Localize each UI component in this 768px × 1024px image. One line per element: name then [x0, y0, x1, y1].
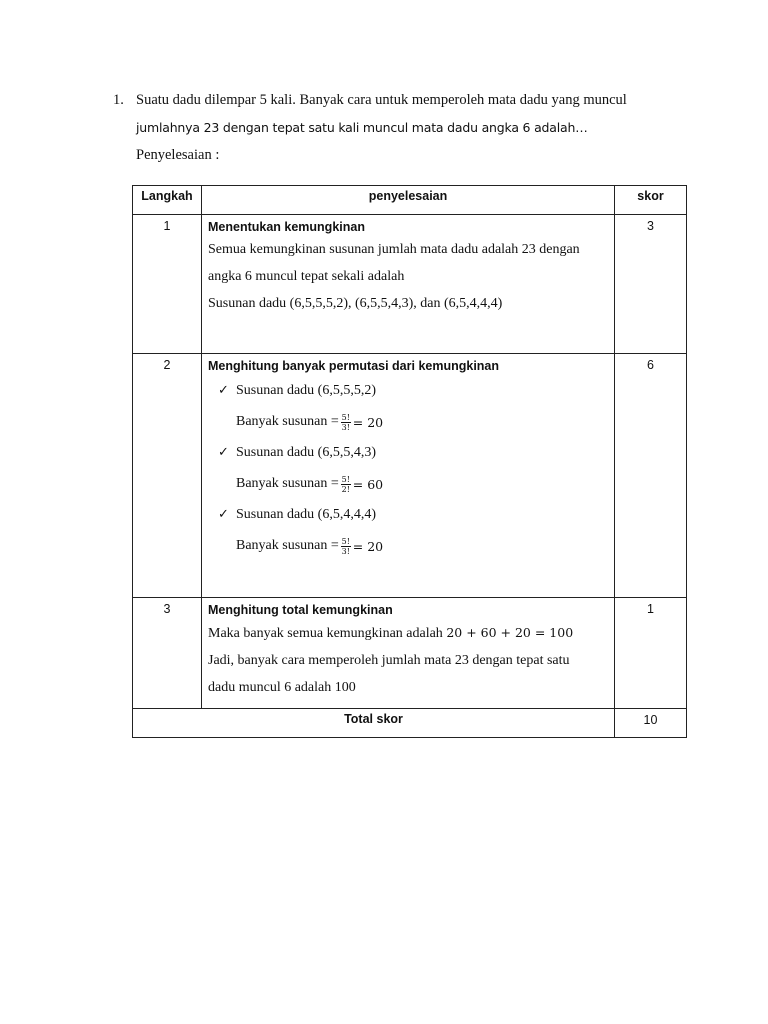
score-cell: 6: [615, 354, 687, 598]
step-title: Menghitung banyak permutasi dari kemungkinan: [208, 359, 500, 373]
count-result: = 20: [352, 538, 384, 554]
list-item: [208, 379, 608, 403]
arrangement-count: [208, 465, 608, 503]
list-item: [208, 503, 608, 527]
checkmark-icon: ✓: [218, 445, 229, 460]
question-text-line-1: Suatu dadu dilempar 5 kali. Banyak cara untuk memperoleh mata dadu yang muncul: [136, 92, 627, 108]
arrangement-text: Susunan dadu (6,5,5,4,3): [236, 445, 376, 460]
fraction-numerator: 5!: [341, 536, 350, 546]
question-text-line-2: jumlahnya 23 dengan tepat satu kali muncul mata dadu angka 6 adalah…: [136, 120, 588, 135]
solution-cell: [202, 215, 615, 354]
fraction-numerator: 5!: [341, 474, 350, 484]
solution-line: Jadi, banyak cara memperoleh jumlah mata 23 dengan tepat satu: [208, 653, 570, 668]
arrangement-count: [208, 527, 608, 565]
step-title: Menghitung total kemungkinan: [208, 603, 393, 617]
solution-line: angka 6 muncul tepat sekali adalah: [208, 269, 405, 284]
checkmark-icon: ✓: [218, 507, 229, 522]
arrangement-text: Susunan dadu (6,5,4,4,4): [236, 507, 376, 522]
solution-cell: [202, 598, 615, 709]
step-title: Menentukan kemungkinan: [208, 220, 365, 234]
step-cell: 1: [133, 215, 202, 354]
fraction: [341, 413, 351, 432]
solution-line: Semua kemungkinan susunan jumlah mata dadu adalah 23 dengan: [208, 242, 580, 257]
arrangement-text: Susunan dadu (6,5,5,5,2): [236, 383, 376, 398]
checkmark-icon: ✓: [218, 383, 229, 398]
fraction: [341, 475, 351, 494]
scoring-table: [132, 185, 687, 738]
question-number: 1.: [113, 92, 124, 108]
total-label: Total skor: [133, 709, 615, 738]
solution-label: Penyelesaian :: [136, 147, 220, 163]
solution-line: dadu muncul 6 adalah 100: [208, 680, 356, 695]
fraction-denominator: 3!: [341, 422, 350, 432]
total-equation: 20 + 60 + 20 = 100: [446, 625, 574, 640]
solution-cell: [202, 354, 615, 598]
list-item: [208, 441, 608, 465]
solution-line: [208, 619, 608, 647]
header-step: Langkah: [133, 186, 202, 215]
count-label: Banyak susunan =: [236, 538, 339, 553]
header-score: skor: [615, 186, 687, 215]
table-row: [133, 215, 687, 354]
score-cell: 1: [615, 598, 687, 709]
count-label: Banyak susunan =: [236, 414, 339, 429]
header-solution: penyelesaian: [202, 186, 615, 215]
score-cell: 3: [615, 215, 687, 354]
count-label: Banyak susunan =: [236, 476, 339, 491]
fraction-numerator: 5!: [341, 412, 350, 422]
count-result: = 60: [352, 476, 384, 492]
arrangement-count: [208, 403, 608, 441]
fraction-denominator: 3!: [341, 546, 350, 556]
count-result: = 20: [352, 414, 384, 430]
solution-line: Susunan dadu (6,5,5,5,2), (6,5,5,4,3), dan (6,5,4,4,4): [208, 296, 503, 311]
total-score: 10: [615, 709, 687, 738]
fraction-denominator: 2!: [341, 484, 350, 494]
total-row: [133, 709, 687, 738]
table-row: [133, 354, 687, 598]
total-text: Maka banyak semua kemungkinan adalah: [208, 626, 443, 641]
step-cell: 2: [133, 354, 202, 598]
step-cell: 3: [133, 598, 202, 709]
table-header-row: [133, 186, 687, 215]
table-row: [133, 598, 687, 709]
fraction: [341, 537, 351, 556]
